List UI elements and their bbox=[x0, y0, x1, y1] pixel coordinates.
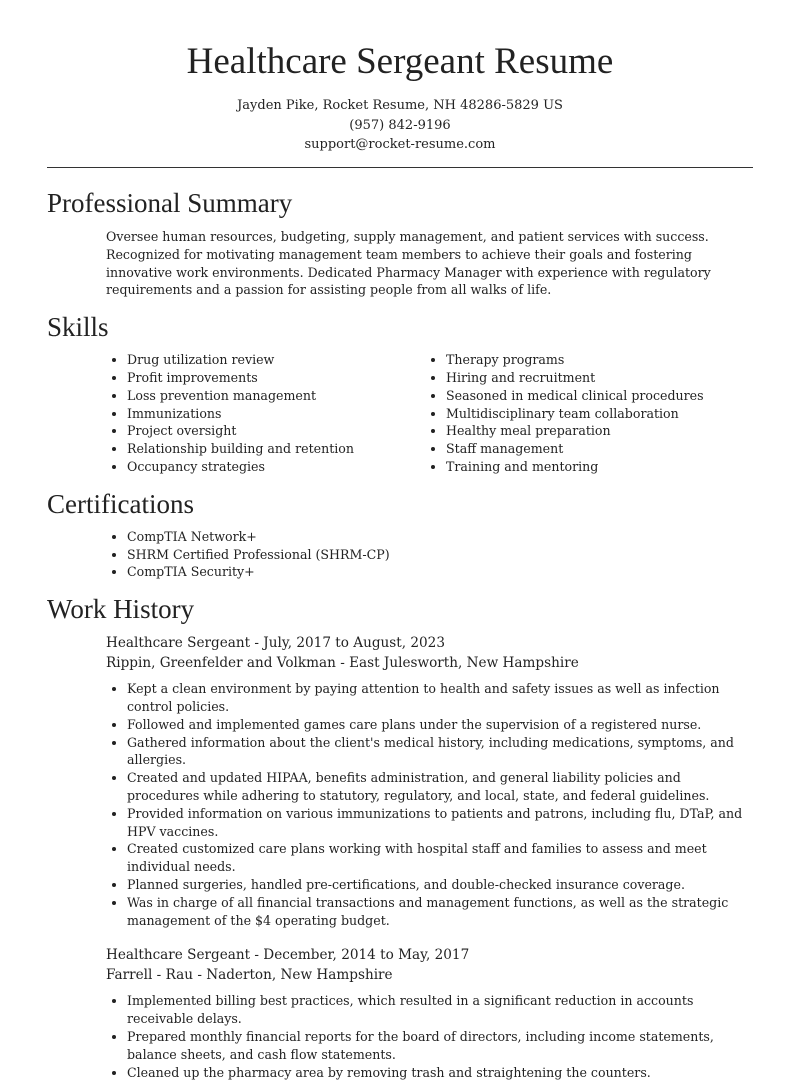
job-entry bbox=[106, 945, 753, 1081]
skills-section bbox=[47, 310, 753, 476]
job-bullet: • Created customized care plans working with hospital staff and families to assess and meet individual needs. bbox=[127, 840, 753, 876]
job-bullet: • Gathered information about the client's medical history, including medications, symptoms, and allergies. bbox=[127, 734, 753, 770]
job-bullet: • Planned surgeries, handled pre-certifications, and double-checked insurance coverage. bbox=[127, 876, 753, 894]
skills-column-left bbox=[106, 351, 425, 476]
skill-item: • Relationship building and retention bbox=[127, 440, 425, 458]
job-bullet: • Created and updated HIPAA, benefits administration, and general liability policies and procedures while adhering to statutory, regulatory, and local, state, and federal guidelines. bbox=[127, 769, 753, 805]
job-bullets bbox=[106, 680, 753, 929]
skill-item: • Immunizations bbox=[127, 405, 425, 423]
contact-address: Jayden Pike, Rocket Resume, NH 48286-5829 US bbox=[237, 98, 563, 113]
certifications-section bbox=[47, 487, 753, 581]
certifications-list bbox=[106, 528, 753, 581]
skill-item: • Hiring and recruitment bbox=[446, 369, 744, 387]
resume-content bbox=[47, 186, 753, 1092]
job-bullet: • Followed and implemented games care plans under the supervision of a registered nurse. bbox=[127, 716, 753, 734]
job-bullet: • Implemented billing best practices, which resulted in a significant reduction in accounts receivable delays. bbox=[127, 992, 753, 1028]
work-history-heading: Work History bbox=[47, 594, 195, 625]
skills-columns bbox=[106, 351, 753, 476]
job-bullet: • Was in charge of all financial transactions and management functions, as well as the strategic management of the $4 operating budget. bbox=[127, 894, 753, 930]
summary-heading: Professional Summary bbox=[47, 188, 293, 218]
skill-item: • Loss prevention management bbox=[127, 387, 425, 405]
skill-item: • Profit improvements bbox=[127, 369, 425, 387]
contact-block bbox=[0, 96, 800, 155]
job-title-line: Healthcare Sergeant - December, 2014 to May, 2017 bbox=[106, 947, 470, 964]
job-entry bbox=[106, 633, 753, 929]
skill-item: • Seasoned in medical clinical procedures bbox=[446, 387, 744, 405]
skill-item: • Healthy meal preparation bbox=[446, 422, 744, 440]
work-history-section bbox=[47, 592, 753, 1081]
job-bullet: • Provided information on various immunizations to patients and patrons, including flu, DTaP, and HPV vaccines. bbox=[127, 805, 753, 841]
skill-item: • Therapy programs bbox=[446, 351, 744, 369]
summary-text: Oversee human resources, budgeting, supply management, and patient services with success. Recognized for motivating management team members to achieve their goals and fostering innovative work environments. Dedicated Pharmacy Manager with experience with regulatory requirements and a passion for assisting people from all walks of life. bbox=[106, 229, 711, 298]
job-company-line: Farrell - Rau - Naderton, New Hampshire bbox=[106, 967, 393, 984]
job-title-line: Healthcare Sergeant - July, 2017 to August, 2023 bbox=[106, 635, 445, 652]
job-bullets bbox=[106, 992, 753, 1081]
skills-heading: Skills bbox=[47, 312, 109, 343]
job-bullet: • Prepared monthly financial reports for the board of directors, including income statements, balance sheets, and cash flow statements. bbox=[127, 1028, 753, 1064]
skills-list-right bbox=[425, 351, 744, 476]
summary-section bbox=[47, 186, 753, 299]
resume-title: Healthcare Sergeant Resume bbox=[186, 41, 614, 82]
skill-item: • Occupancy strategies bbox=[127, 458, 425, 476]
skill-item: • Project oversight bbox=[127, 422, 425, 440]
skills-column-right bbox=[425, 351, 744, 476]
skill-item: • Training and mentoring bbox=[446, 458, 744, 476]
certification-item: • CompTIA Network+ bbox=[127, 528, 753, 546]
skill-item: • Multidisciplinary team collaboration bbox=[446, 405, 744, 423]
skill-item: • Drug utilization review bbox=[127, 351, 425, 369]
certifications-heading: Certifications bbox=[47, 488, 194, 519]
header-divider bbox=[47, 167, 753, 168]
certification-item: • SHRM Certified Professional (SHRM-CP) bbox=[127, 546, 753, 564]
resume-header bbox=[0, 0, 800, 155]
job-bullet: • Kept a clean environment by paying attention to health and safety issues as well as infection control policies. bbox=[127, 680, 753, 716]
skills-list-left bbox=[106, 351, 425, 476]
job-company-line: Rippin, Greenfelder and Volkman - East Julesworth, New Hampshire bbox=[106, 655, 579, 672]
contact-phone: (957) 842-9196 bbox=[349, 117, 451, 133]
job-bullet: • Cleaned up the pharmacy area by removing trash and straightening the counters. bbox=[127, 1064, 753, 1082]
skill-item: • Staff management bbox=[446, 440, 744, 458]
certifications-list-wrap bbox=[106, 528, 753, 581]
certification-item: • CompTIA Security+ bbox=[127, 563, 753, 581]
contact-email: support@rocket-resume.com bbox=[304, 137, 496, 152]
